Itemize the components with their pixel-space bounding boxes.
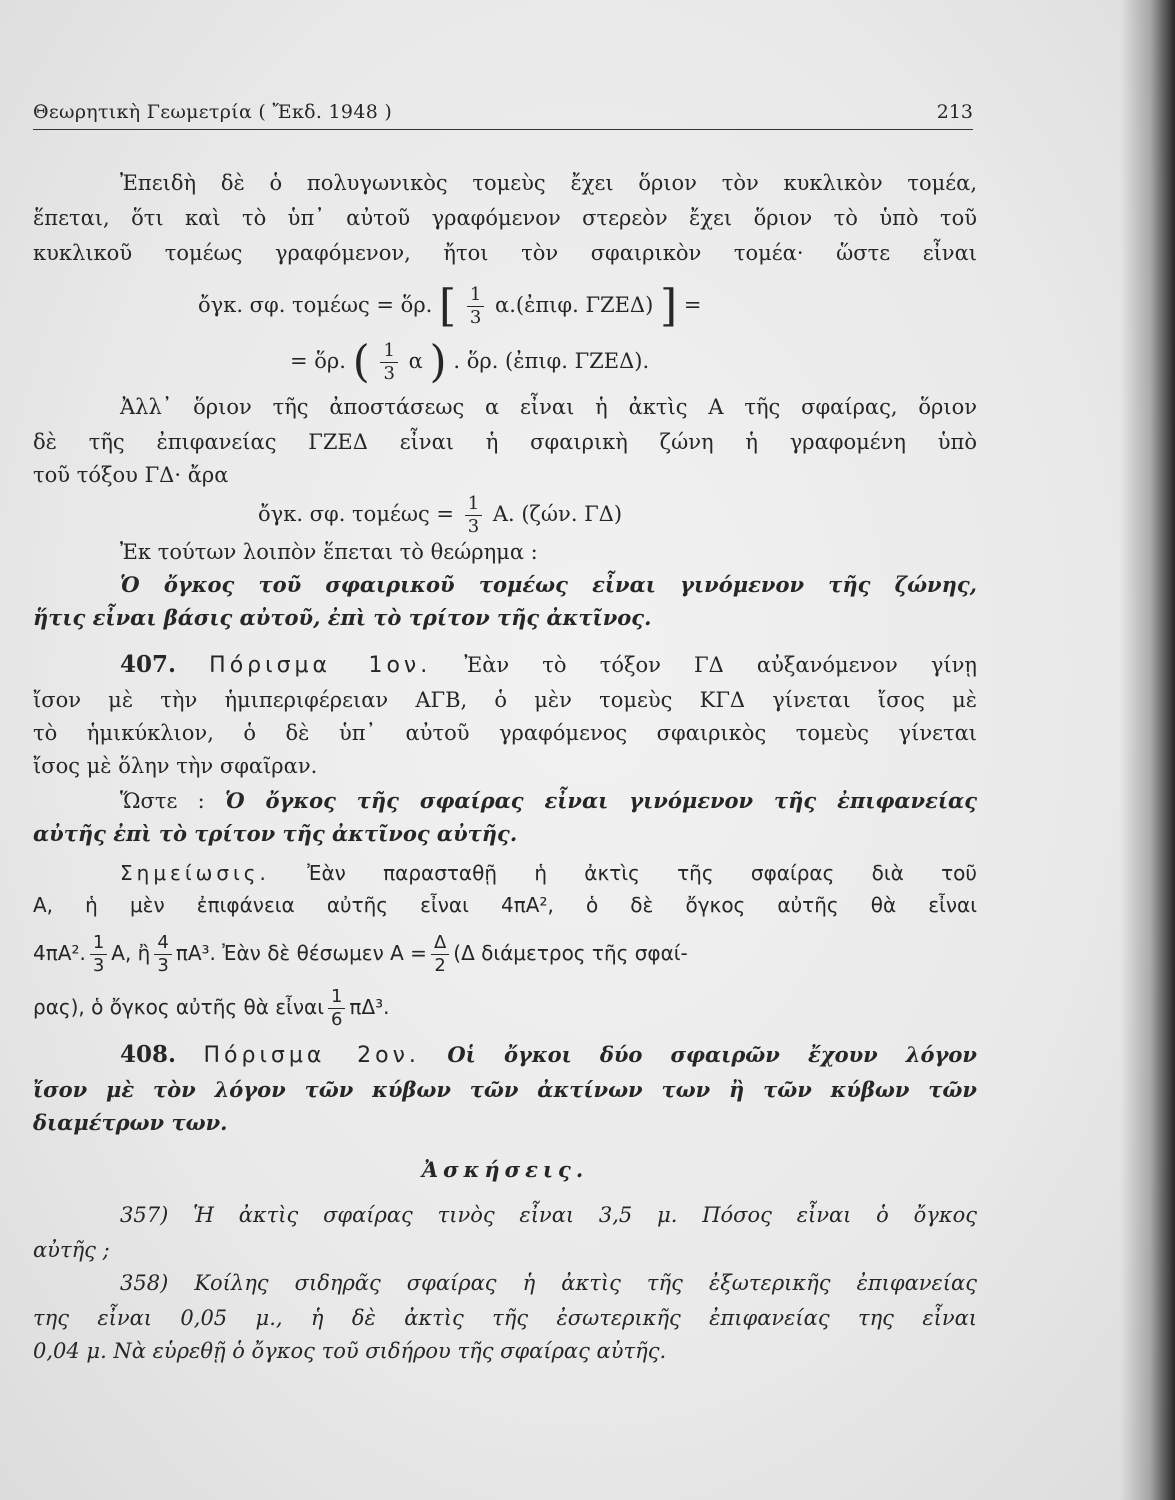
note-fraction-a: $\frac{1}{3}$ — [90, 932, 107, 977]
page-number: 213 — [936, 101, 973, 123]
formula-2-left: = ὅρ. — [290, 349, 346, 373]
formula-1-right: α.(ἐπιφ. ΓΖΕΔ) — [495, 293, 654, 317]
theorem-line2: ἥτις εἶναι βάσις αὐτοῦ, ἐπὶ τὸ τρίτον τῆς ἀκτῖνος. — [33, 605, 652, 630]
corollary-408-text: Οἱ ὄγκοι δύο σφαιρῶν ἔχουν λόγον — [447, 1042, 977, 1067]
para1-line1: Ἐπειδὴ δὲ ὁ πολυγωνικὸς τομεὺς ἔχει ὅριον τὸν κυκλικὸν τομέα, — [120, 171, 977, 195]
note-fraction-b: $\frac{4}{3}$ — [154, 932, 171, 977]
page-edge-shadow — [1120, 0, 1175, 1500]
formula-1-end: = — [683, 293, 702, 317]
corollary-408-label: Πόρισμα 2ον. — [203, 1043, 420, 1068]
exercise-358-line2: της εἶναι 0,05 μ., ἡ δὲ ἀκτὶς τῆς ἐσωτερικῆς ἐπιφανείας της εἶναι — [33, 1306, 977, 1330]
para2-line3: τοῦ τόξου ΓΔ· ἄρα — [33, 463, 229, 487]
formula-3 — [258, 493, 818, 538]
exercise-357-line2: αὐτῆς ; — [33, 1238, 110, 1262]
formula-1-fraction: $\frac{1}{3}$ — [467, 284, 484, 329]
right-bracket: ] — [659, 280, 678, 332]
conclusion-line1 — [120, 786, 977, 816]
para2-line2: δὲ τῆς ἐπιφανείας ΓΖΕΔ εἶναι ἡ σφαιρικὴ ζώνη ἡ γραφομένη ὑπὸ — [33, 430, 977, 454]
formula-3-left: ὄγκ. σφ. τομέως = — [258, 502, 455, 526]
formula-2-alpha: α — [408, 349, 423, 373]
note-line3-b: Α, ἢ — [111, 941, 151, 965]
note-line2: Α, ἡ μὲν ἐπιφάνεια αὐτῆς εἶναι 4πΑ², ὁ δὲ ὄγκος αὐτῆς θὰ εἶναι — [33, 893, 977, 917]
corollary-407-text: Ἐὰν τὸ τόξον ΓΔ αὐξανόμενον γίνῃ — [464, 653, 977, 677]
formula-2 — [290, 336, 810, 388]
corollary-407-line2: ἴσον μὲ τὴν ἡμιπεριφέρειαν ΑΓΒ, ὁ μὲν τομεὺς ΚΓΔ γίνεται ἴσος μὲ — [33, 688, 977, 712]
para1-line2: ἕπεται, ὅτι καὶ τὸ ὑπ᾽ αὐτοῦ γραφόμενον στερεὸν ἔχει ὅριον τὸ ὑπὸ τοῦ — [33, 206, 977, 230]
formula-1-left: ὄγκ. σφ. τομέως = ὅρ. — [198, 293, 433, 317]
corollary-408-line2: ἴσον μὲ τὸν λόγον τῶν κύβων τῶν ἀκτίνων των ἢ τῶν κύβων τῶν — [33, 1077, 977, 1102]
exercise-358-line3: 0,04 μ. Νὰ εὑρεθῇ ὁ ὄγκος τοῦ σιδήρου τῆς σφαίρας αὐτῆς. — [33, 1339, 667, 1363]
corollary-407-number: 407. — [120, 651, 177, 678]
note-line3 — [33, 932, 977, 977]
note-line4-b: πΔ³. — [349, 995, 390, 1019]
note-label: Σημείωσις. — [120, 861, 270, 885]
note-line4 — [33, 986, 977, 1031]
corollary-407-label: Πόρισμα 1ον. — [209, 653, 432, 678]
formula-3-right: Α. (ζών. ΓΔ) — [492, 502, 623, 526]
exercise-358-line1: 358) Κοίλης σιδηρᾶς σφαίρας ἡ ἀκτὶς τῆς ἐξωτερικῆς ἐπιφανείας — [120, 1271, 977, 1295]
note-line3-a: 4πΑ². — [33, 941, 86, 965]
para2-line1: Ἀλλ᾽ ὅριον τῆς ἀποστάσεως α εἶναι ἡ ἀκτὶς Α τῆς σφαίρας, ὅριον — [120, 395, 977, 419]
theorem-intro: Ἐκ τούτων λοιπὸν ἕπεται τὸ θεώρημα : — [120, 540, 538, 564]
formula-2-right: . ὅρ. (ἐπιφ. ΓΖΕΔ). — [453, 349, 650, 373]
note-text: Ἐὰν παρασταθῇ ἡ ἀκτὶς τῆς σφαίρας διὰ τοῦ — [307, 861, 977, 885]
note-line3-d: (Δ διάμετρος τῆς σφαί- — [453, 941, 688, 965]
corollary-408-line3: διαμέτρων των. — [33, 1110, 228, 1135]
formula-1 — [198, 280, 838, 332]
corollary-407-line4: ἴσος μὲ ὅλην τὴν σφαῖραν. — [33, 754, 318, 778]
conclusion-line2: αὐτῆς ἐπὶ τὸ τρίτον τῆς ἀκτῖνος αὐτῆς. — [33, 821, 518, 846]
note-fraction-c: $\frac{\Delta}{2}$ — [431, 932, 449, 977]
left-bracket: [ — [439, 280, 457, 332]
formula-3-fraction: $\frac{1}{3}$ — [465, 493, 482, 538]
running-title: Θεωρητικὴ Γεωμετρία ( Ἔκδ. 1948 ) — [33, 101, 393, 123]
corollary-408-line1 — [120, 1040, 977, 1071]
note-fraction-d: $\frac{1}{6}$ — [328, 986, 345, 1031]
corollary-407-line3: τὸ ἡμικύκλιον, ὁ δὲ ὑπ᾽ αὐτοῦ γραφόμενος σφαιρικὸς τομεὺς γίνεται — [33, 721, 977, 745]
corollary-407-line1 — [120, 650, 977, 681]
exercise-357-line1: 357) Ἡ ἀκτὶς σφαίρας τινὸς εἶναι 3,5 μ. Πόσος εἶναι ὁ ὄγκος — [120, 1203, 977, 1227]
right-paren: ) — [429, 336, 447, 388]
para1-line3: κυκλικοῦ τομέως γραφόμενον, ἤτοι τὸν σφαιρικὸν τομέα· ὥστε εἶναι — [33, 241, 977, 265]
page-header — [33, 97, 973, 130]
note-line4-a: ρας), ὁ ὄγκος αὐτῆς θὰ εἶναι — [33, 995, 324, 1019]
conclusion-text: Ὁ ὄγκος τῆς σφαίρας εἶναι γινόμενον τῆς ἐπιφανείας — [224, 788, 978, 813]
theorem-line1: Ὁ ὄγκος τοῦ σφαιρικοῦ τομέως εἶναι γινόμενον τῆς ζώνης, — [120, 572, 977, 597]
note-line1 — [120, 858, 977, 888]
note-line3-c: πΑ³. Ἐὰν δὲ θέσωμεν Α = — [175, 941, 427, 965]
formula-2-fraction: $\frac{1}{3}$ — [380, 340, 397, 385]
conclusion-lead: Ὥστε : — [120, 789, 205, 813]
exercises-title: Ἀσκήσεις. — [421, 1157, 589, 1182]
left-paren: ( — [352, 336, 370, 388]
corollary-408-number: 408. — [120, 1041, 177, 1068]
